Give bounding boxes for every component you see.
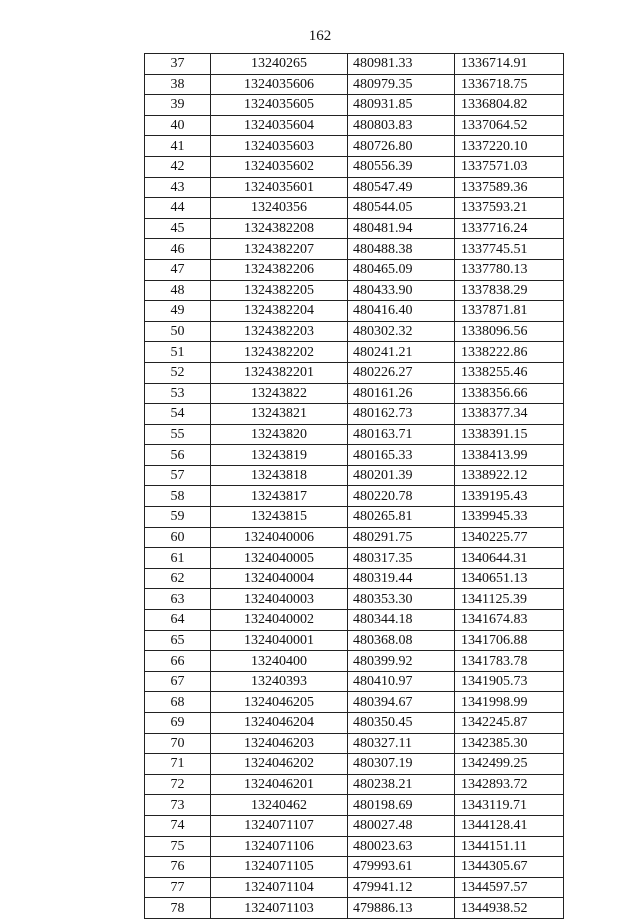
y-coordinate-cell: 1338096.56 [455, 321, 564, 342]
row-number-cell: 63 [145, 589, 211, 610]
x-coordinate-cell: 480556.39 [348, 156, 455, 177]
point-id-cell: 1324382202 [211, 342, 348, 363]
x-coordinate-cell: 479993.61 [348, 857, 455, 878]
x-coordinate-cell: 480226.27 [348, 362, 455, 383]
table-row [145, 259, 564, 280]
x-coordinate-cell: 480433.90 [348, 280, 455, 301]
y-coordinate-cell: 1340644.31 [455, 548, 564, 569]
y-coordinate-cell: 1342385.30 [455, 733, 564, 754]
row-number-cell: 49 [145, 301, 211, 322]
x-coordinate-cell: 480241.21 [348, 342, 455, 363]
row-number-cell: 60 [145, 527, 211, 548]
x-coordinate-cell: 480220.78 [348, 486, 455, 507]
y-coordinate-cell: 1338377.34 [455, 404, 564, 425]
table-row [145, 857, 564, 878]
y-coordinate-cell: 1341125.39 [455, 589, 564, 610]
point-id-cell: 13243818 [211, 465, 348, 486]
point-id-cell: 1324382208 [211, 218, 348, 239]
point-id-cell: 1324071103 [211, 898, 348, 919]
row-number-cell: 46 [145, 239, 211, 260]
table-row [145, 774, 564, 795]
row-number-cell: 66 [145, 651, 211, 672]
table-row [145, 321, 564, 342]
row-number-cell: 42 [145, 156, 211, 177]
point-id-cell: 1324382203 [211, 321, 348, 342]
row-number-cell: 47 [145, 259, 211, 280]
point-id-cell: 1324035603 [211, 136, 348, 157]
table-row [145, 877, 564, 898]
row-number-cell: 62 [145, 568, 211, 589]
point-id-cell: 13243817 [211, 486, 348, 507]
point-id-cell: 1324040006 [211, 527, 348, 548]
x-coordinate-cell: 480344.18 [348, 610, 455, 631]
x-coordinate-cell: 480931.85 [348, 95, 455, 116]
row-number-cell: 73 [145, 795, 211, 816]
y-coordinate-cell: 1337589.36 [455, 177, 564, 198]
y-coordinate-cell: 1342245.87 [455, 713, 564, 734]
point-id-cell: 13243815 [211, 507, 348, 528]
row-number-cell: 71 [145, 754, 211, 775]
y-coordinate-cell: 1341905.73 [455, 671, 564, 692]
table-row [145, 54, 564, 75]
y-coordinate-cell: 1339195.43 [455, 486, 564, 507]
y-coordinate-cell: 1344128.41 [455, 815, 564, 836]
table-row [145, 74, 564, 95]
y-coordinate-cell: 1344151.11 [455, 836, 564, 857]
x-coordinate-cell: 479886.13 [348, 898, 455, 919]
point-id-cell: 13240400 [211, 651, 348, 672]
x-coordinate-cell: 480319.44 [348, 568, 455, 589]
table-row [145, 527, 564, 548]
y-coordinate-cell: 1338391.15 [455, 424, 564, 445]
table-row [145, 651, 564, 672]
row-number-cell: 37 [145, 54, 211, 75]
y-coordinate-cell: 1339945.33 [455, 507, 564, 528]
point-id-cell: 1324071105 [211, 857, 348, 878]
row-number-cell: 59 [145, 507, 211, 528]
y-coordinate-cell: 1337593.21 [455, 198, 564, 219]
row-number-cell: 69 [145, 713, 211, 734]
table-row [145, 156, 564, 177]
y-coordinate-cell: 1338222.86 [455, 342, 564, 363]
point-id-cell: 1324382204 [211, 301, 348, 322]
table-row [145, 383, 564, 404]
table-row [145, 733, 564, 754]
x-coordinate-cell: 480410.97 [348, 671, 455, 692]
x-coordinate-cell: 480163.71 [348, 424, 455, 445]
x-coordinate-cell: 480803.83 [348, 115, 455, 136]
x-coordinate-cell: 480162.73 [348, 404, 455, 425]
table-row [145, 754, 564, 775]
y-coordinate-cell: 1338922.12 [455, 465, 564, 486]
y-coordinate-cell: 1337745.51 [455, 239, 564, 260]
x-coordinate-cell: 480291.75 [348, 527, 455, 548]
point-id-cell: 1324046201 [211, 774, 348, 795]
x-coordinate-cell: 480488.38 [348, 239, 455, 260]
point-id-cell: 1324071104 [211, 877, 348, 898]
point-id-cell: 1324035601 [211, 177, 348, 198]
row-number-cell: 57 [145, 465, 211, 486]
row-number-cell: 41 [145, 136, 211, 157]
row-number-cell: 44 [145, 198, 211, 219]
table-row [145, 815, 564, 836]
y-coordinate-cell: 1342499.25 [455, 754, 564, 775]
row-number-cell: 40 [145, 115, 211, 136]
table-row [145, 362, 564, 383]
point-id-cell: 1324382206 [211, 259, 348, 280]
row-number-cell: 67 [145, 671, 211, 692]
row-number-cell: 55 [145, 424, 211, 445]
row-number-cell: 56 [145, 445, 211, 466]
y-coordinate-cell: 1337220.10 [455, 136, 564, 157]
table-row [145, 218, 564, 239]
table-row [145, 713, 564, 734]
y-coordinate-cell: 1336714.91 [455, 54, 564, 75]
row-number-cell: 64 [145, 610, 211, 631]
point-id-cell: 1324382205 [211, 280, 348, 301]
row-number-cell: 50 [145, 321, 211, 342]
row-number-cell: 78 [145, 898, 211, 919]
row-number-cell: 38 [145, 74, 211, 95]
table-row [145, 342, 564, 363]
table-row [145, 136, 564, 157]
row-number-cell: 43 [145, 177, 211, 198]
table-row [145, 671, 564, 692]
point-id-cell: 13240393 [211, 671, 348, 692]
point-id-cell: 1324035605 [211, 95, 348, 116]
row-number-cell: 65 [145, 630, 211, 651]
table-row [145, 198, 564, 219]
point-id-cell: 1324046205 [211, 692, 348, 713]
point-id-cell: 13240356 [211, 198, 348, 219]
x-coordinate-cell: 480726.80 [348, 136, 455, 157]
row-number-cell: 53 [145, 383, 211, 404]
y-coordinate-cell: 1341998.99 [455, 692, 564, 713]
row-number-cell: 58 [145, 486, 211, 507]
table-row [145, 301, 564, 322]
table-row [145, 115, 564, 136]
row-number-cell: 76 [145, 857, 211, 878]
x-coordinate-cell: 480465.09 [348, 259, 455, 280]
y-coordinate-cell: 1337571.03 [455, 156, 564, 177]
table-row [145, 445, 564, 466]
table-row [145, 795, 564, 816]
y-coordinate-cell: 1341674.83 [455, 610, 564, 631]
y-coordinate-cell: 1344305.67 [455, 857, 564, 878]
point-id-cell: 1324035606 [211, 74, 348, 95]
x-coordinate-cell: 480547.49 [348, 177, 455, 198]
table-row [145, 239, 564, 260]
y-coordinate-cell: 1341783.78 [455, 651, 564, 672]
point-id-cell: 1324046202 [211, 754, 348, 775]
row-number-cell: 68 [145, 692, 211, 713]
row-number-cell: 74 [145, 815, 211, 836]
table-row [145, 465, 564, 486]
row-number-cell: 48 [145, 280, 211, 301]
point-id-cell: 13243822 [211, 383, 348, 404]
x-coordinate-cell: 480544.05 [348, 198, 455, 219]
table-row [145, 589, 564, 610]
row-number-cell: 51 [145, 342, 211, 363]
point-id-cell: 1324040001 [211, 630, 348, 651]
coordinates-table [144, 53, 564, 919]
row-number-cell: 54 [145, 404, 211, 425]
point-id-cell: 1324040002 [211, 610, 348, 631]
y-coordinate-cell: 1344597.57 [455, 877, 564, 898]
table-row [145, 404, 564, 425]
point-id-cell: 13240462 [211, 795, 348, 816]
y-coordinate-cell: 1344938.52 [455, 898, 564, 919]
point-id-cell: 1324071107 [211, 815, 348, 836]
table-row [145, 548, 564, 569]
x-coordinate-cell: 480027.48 [348, 815, 455, 836]
point-id-cell: 1324046203 [211, 733, 348, 754]
x-coordinate-cell: 480302.32 [348, 321, 455, 342]
x-coordinate-cell: 480368.08 [348, 630, 455, 651]
y-coordinate-cell: 1336718.75 [455, 74, 564, 95]
y-coordinate-cell: 1338255.46 [455, 362, 564, 383]
point-id-cell: 1324382207 [211, 239, 348, 260]
x-coordinate-cell: 480399.92 [348, 651, 455, 672]
table-row [145, 486, 564, 507]
row-number-cell: 52 [145, 362, 211, 383]
point-id-cell: 1324040004 [211, 568, 348, 589]
table-row [145, 630, 564, 651]
x-coordinate-cell: 480238.21 [348, 774, 455, 795]
row-number-cell: 72 [145, 774, 211, 795]
table-row [145, 177, 564, 198]
x-coordinate-cell: 480307.19 [348, 754, 455, 775]
y-coordinate-cell: 1340225.77 [455, 527, 564, 548]
x-coordinate-cell: 480350.45 [348, 713, 455, 734]
point-id-cell: 1324035604 [211, 115, 348, 136]
point-id-cell: 13243820 [211, 424, 348, 445]
table-body [145, 54, 564, 919]
x-coordinate-cell: 480317.35 [348, 548, 455, 569]
x-coordinate-cell: 480165.33 [348, 445, 455, 466]
point-id-cell: 1324040005 [211, 548, 348, 569]
point-id-cell: 13243821 [211, 404, 348, 425]
x-coordinate-cell: 480201.39 [348, 465, 455, 486]
point-id-cell: 13243819 [211, 445, 348, 466]
row-number-cell: 39 [145, 95, 211, 116]
table-row [145, 507, 564, 528]
x-coordinate-cell: 480198.69 [348, 795, 455, 816]
y-coordinate-cell: 1337064.52 [455, 115, 564, 136]
y-coordinate-cell: 1337716.24 [455, 218, 564, 239]
x-coordinate-cell: 479941.12 [348, 877, 455, 898]
row-number-cell: 45 [145, 218, 211, 239]
page-number: 162 [308, 28, 332, 44]
table-row [145, 280, 564, 301]
row-number-cell: 77 [145, 877, 211, 898]
y-coordinate-cell: 1337838.29 [455, 280, 564, 301]
x-coordinate-cell: 480416.40 [348, 301, 455, 322]
x-coordinate-cell: 480394.67 [348, 692, 455, 713]
row-number-cell: 75 [145, 836, 211, 857]
y-coordinate-cell: 1343119.71 [455, 795, 564, 816]
point-id-cell: 1324035602 [211, 156, 348, 177]
point-id-cell: 1324046204 [211, 713, 348, 734]
point-id-cell: 1324071106 [211, 836, 348, 857]
point-id-cell: 1324382201 [211, 362, 348, 383]
x-coordinate-cell: 480981.33 [348, 54, 455, 75]
point-id-cell: 13240265 [211, 54, 348, 75]
y-coordinate-cell: 1341706.88 [455, 630, 564, 651]
y-coordinate-cell: 1340651.13 [455, 568, 564, 589]
x-coordinate-cell: 480265.81 [348, 507, 455, 528]
y-coordinate-cell: 1342893.72 [455, 774, 564, 795]
x-coordinate-cell: 480979.35 [348, 74, 455, 95]
y-coordinate-cell: 1338356.66 [455, 383, 564, 404]
table-row [145, 424, 564, 445]
table-row [145, 898, 564, 919]
y-coordinate-cell: 1338413.99 [455, 445, 564, 466]
row-number-cell: 61 [145, 548, 211, 569]
row-number-cell: 70 [145, 733, 211, 754]
x-coordinate-cell: 480327.11 [348, 733, 455, 754]
x-coordinate-cell: 480161.26 [348, 383, 455, 404]
table-row [145, 692, 564, 713]
table-row [145, 568, 564, 589]
point-id-cell: 1324040003 [211, 589, 348, 610]
x-coordinate-cell: 480481.94 [348, 218, 455, 239]
table-row [145, 95, 564, 116]
y-coordinate-cell: 1336804.82 [455, 95, 564, 116]
y-coordinate-cell: 1337780.13 [455, 259, 564, 280]
x-coordinate-cell: 480353.30 [348, 589, 455, 610]
x-coordinate-cell: 480023.63 [348, 836, 455, 857]
y-coordinate-cell: 1337871.81 [455, 301, 564, 322]
table-row [145, 610, 564, 631]
table-row [145, 836, 564, 857]
